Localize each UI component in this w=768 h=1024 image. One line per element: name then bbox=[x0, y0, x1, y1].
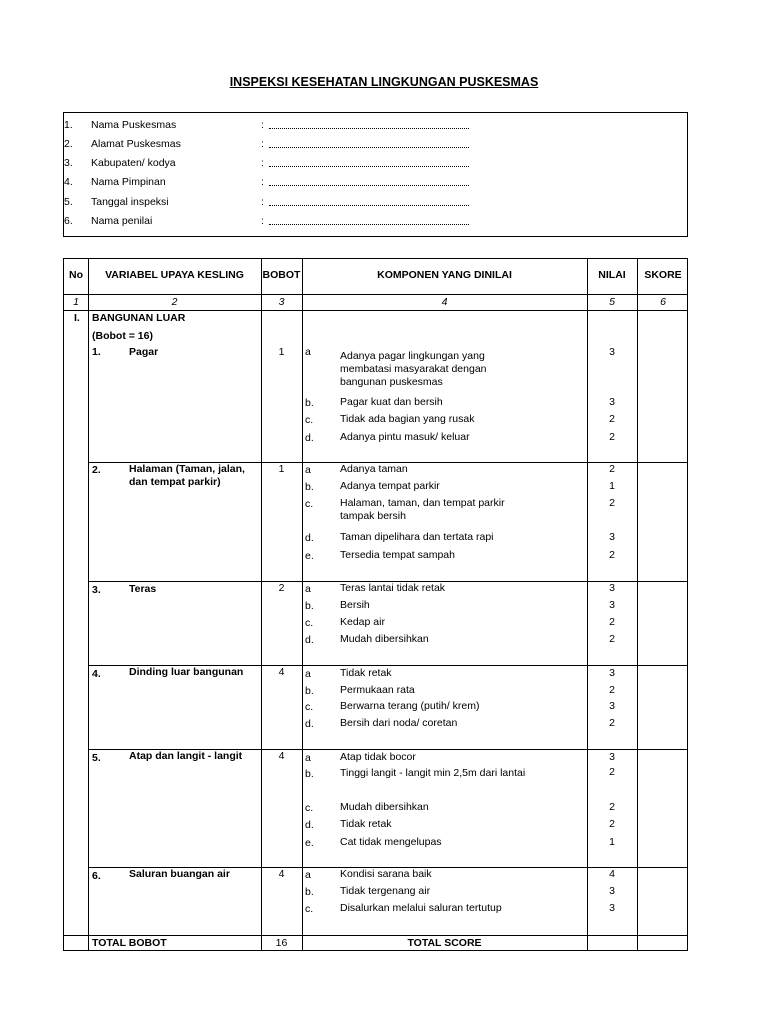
group-name: Halaman (Taman, jalan, dan tempat parkir) bbox=[129, 463, 245, 488]
item-text: Tidak retak bbox=[340, 667, 392, 679]
item-nilai: 1 bbox=[609, 480, 615, 492]
group-number: 1. bbox=[92, 346, 101, 358]
item-letter: d. bbox=[305, 432, 314, 444]
info-label: Alamat Puskesmas bbox=[91, 138, 181, 150]
item-text: Teras lantai tidak retak bbox=[340, 582, 446, 594]
item-letter: d. bbox=[305, 718, 314, 730]
fill-in-line[interactable] bbox=[269, 224, 469, 225]
section-title: BANGUNAN LUAR bbox=[92, 312, 186, 324]
info-row bbox=[64, 117, 689, 133]
identity-box bbox=[63, 112, 688, 237]
item-text: Tidak tergenang air bbox=[340, 885, 431, 897]
row-divider bbox=[64, 935, 687, 936]
info-colon: : bbox=[261, 138, 264, 150]
item-nilai: 2 bbox=[609, 549, 615, 561]
item-nilai: 3 bbox=[609, 599, 615, 611]
item-nilai: 2 bbox=[609, 633, 615, 645]
group-number: 3. bbox=[92, 584, 101, 596]
info-label: Nama Pimpinan bbox=[91, 176, 166, 188]
item-text: Kondisi sarana baik bbox=[340, 868, 432, 880]
group-name: Dinding luar bangunan bbox=[129, 666, 244, 678]
group-number: 6. bbox=[92, 870, 101, 882]
col-number: 5 bbox=[609, 296, 615, 308]
item-nilai: 2 bbox=[609, 717, 615, 729]
item-nilai: 2 bbox=[609, 616, 615, 628]
col-number: 6 bbox=[660, 296, 666, 308]
info-colon: : bbox=[261, 215, 264, 227]
col-number: 1 bbox=[73, 296, 79, 308]
item-letter: c. bbox=[305, 802, 314, 814]
group-number: 2. bbox=[92, 464, 101, 476]
item-text: Tidak retak bbox=[340, 818, 392, 830]
item-letter: c. bbox=[305, 903, 314, 915]
fill-in-line[interactable] bbox=[269, 205, 469, 206]
item-letter: e. bbox=[305, 837, 314, 849]
info-row bbox=[64, 194, 689, 210]
item-text: Pagar kuat dan bersih bbox=[340, 396, 443, 408]
item-nilai: 2 bbox=[609, 801, 615, 813]
item-text: Cat tidak mengelupas bbox=[340, 836, 442, 848]
item-nilai: 3 bbox=[609, 667, 615, 679]
header-variabel: VARIABEL UPAYA KESLING bbox=[105, 269, 244, 281]
item-letter: e. bbox=[305, 550, 314, 562]
item-nilai: 3 bbox=[609, 582, 615, 594]
item-nilai: 2 bbox=[609, 497, 615, 509]
column-divider bbox=[261, 259, 262, 950]
item-text: Adanya pintu masuk/ keluar bbox=[340, 431, 470, 443]
info-label: Kabupaten/ kodya bbox=[91, 157, 176, 169]
info-colon: : bbox=[261, 157, 264, 169]
fill-in-line[interactable] bbox=[269, 128, 469, 129]
item-text: Kedap air bbox=[340, 616, 385, 628]
info-num: 4. bbox=[64, 176, 73, 188]
info-row bbox=[64, 213, 689, 229]
info-num: 3. bbox=[64, 157, 73, 169]
item-letter: a bbox=[305, 464, 311, 476]
column-divider bbox=[88, 259, 89, 950]
item-letter: d. bbox=[305, 634, 314, 646]
group-name: Atap dan langit - langit bbox=[129, 750, 243, 762]
column-divider bbox=[637, 259, 638, 950]
info-row bbox=[64, 136, 689, 152]
item-letter: a bbox=[305, 668, 311, 680]
section-bobot: (Bobot = 16) bbox=[92, 330, 153, 342]
total-bobot-value: 16 bbox=[275, 937, 288, 949]
item-letter: a bbox=[305, 869, 311, 881]
group-bobot: 1 bbox=[278, 463, 285, 475]
item-text: Tidak ada bagian yang rusak bbox=[340, 413, 475, 425]
group-name: Teras bbox=[129, 583, 157, 595]
item-nilai: 2 bbox=[609, 413, 615, 425]
info-num: 5. bbox=[64, 196, 73, 208]
item-nilai: 2 bbox=[609, 766, 615, 778]
header-no: No bbox=[69, 269, 83, 281]
total-score-label: TOTAL SCORE bbox=[407, 937, 482, 949]
item-nilai: 2 bbox=[609, 431, 615, 443]
info-label: Nama penilai bbox=[91, 215, 153, 227]
item-text: Tersedia tempat sampah bbox=[340, 549, 455, 561]
info-row bbox=[64, 174, 689, 190]
item-nilai: 3 bbox=[609, 751, 615, 763]
item-text: Bersih dari noda/ coretan bbox=[340, 717, 458, 729]
col-number: 4 bbox=[441, 296, 448, 308]
item-text: Adanya pagar lingkungan yang membatasi masyarakat dengan bangunan puskesmas bbox=[340, 350, 487, 388]
item-text: Berwarna terang (putih/ krem) bbox=[340, 700, 480, 712]
row-divider bbox=[64, 294, 687, 295]
header-komponen: KOMPONEN YANG DINILAI bbox=[377, 269, 512, 281]
fill-in-line[interactable] bbox=[269, 166, 469, 167]
item-nilai: 2 bbox=[609, 463, 615, 475]
item-letter: a bbox=[305, 346, 311, 358]
item-nilai: 3 bbox=[609, 346, 615, 358]
item-letter: c. bbox=[305, 498, 314, 510]
item-nilai: 3 bbox=[609, 700, 615, 712]
item-text: Taman dipelihara dan tertata rapi bbox=[340, 531, 494, 543]
item-text: Bersih bbox=[340, 599, 370, 611]
item-letter: d. bbox=[305, 819, 314, 831]
group-bobot: 2 bbox=[278, 582, 285, 594]
info-colon: : bbox=[261, 176, 264, 188]
item-letter: b. bbox=[305, 768, 314, 780]
item-letter: d. bbox=[305, 532, 314, 544]
item-text: Atap tidak bocor bbox=[340, 751, 416, 763]
item-nilai: 3 bbox=[609, 531, 615, 543]
item-letter: b. bbox=[305, 886, 314, 898]
fill-in-line[interactable] bbox=[269, 147, 469, 148]
item-letter: b. bbox=[305, 397, 314, 409]
item-letter: c. bbox=[305, 617, 314, 629]
info-colon: : bbox=[261, 119, 264, 131]
group-name: Pagar bbox=[129, 346, 159, 358]
item-nilai: 3 bbox=[609, 885, 615, 897]
fill-in-line[interactable] bbox=[269, 185, 469, 186]
info-colon: : bbox=[261, 196, 264, 208]
header-nilai: NILAI bbox=[598, 269, 626, 281]
item-nilai: 2 bbox=[609, 818, 615, 830]
group-bobot: 4 bbox=[278, 666, 285, 678]
info-num: 2. bbox=[64, 138, 73, 150]
item-text: Halaman, taman, dan tempat parkir tampak bersih bbox=[340, 497, 505, 522]
section-number: I. bbox=[74, 312, 80, 324]
group-bobot: 1 bbox=[278, 346, 285, 358]
item-text: Mudah dibersihkan bbox=[340, 633, 429, 645]
info-label: Tanggal inspeksi bbox=[91, 196, 169, 208]
item-letter: b. bbox=[305, 600, 314, 612]
col-number: 3 bbox=[278, 296, 285, 308]
group-number: 4. bbox=[92, 668, 101, 680]
header-bobot: BOBOT bbox=[262, 269, 301, 281]
item-nilai: 4 bbox=[609, 868, 615, 880]
group-name: Saluran buangan air bbox=[129, 868, 230, 880]
header-skore: SKORE bbox=[644, 269, 682, 281]
item-nilai: 1 bbox=[609, 836, 615, 848]
item-text: Permukaan rata bbox=[340, 684, 415, 696]
item-text: Adanya taman bbox=[340, 463, 408, 475]
item-text: Tinggi langit - langit min 2,5m dari lantai bbox=[340, 767, 526, 779]
form-title: INSPEKSI KESEHATAN LINGKUNGAN PUSKESMAS bbox=[229, 75, 539, 89]
item-letter: b. bbox=[305, 685, 314, 697]
item-text: Mudah dibersihkan bbox=[340, 801, 429, 813]
item-letter: a bbox=[305, 583, 311, 595]
info-num: 6. bbox=[64, 215, 73, 227]
col-number: 2 bbox=[171, 296, 178, 308]
item-nilai: 3 bbox=[609, 902, 615, 914]
assessment-table bbox=[63, 258, 688, 951]
item-nilai: 3 bbox=[609, 396, 615, 408]
item-text: Disalurkan melalui saluran tertutup bbox=[340, 902, 502, 914]
item-letter: b. bbox=[305, 481, 314, 493]
group-bobot: 4 bbox=[278, 750, 285, 762]
info-label: Nama Puskesmas bbox=[91, 119, 177, 131]
info-num: 1. bbox=[64, 119, 73, 131]
item-letter: c. bbox=[305, 414, 314, 426]
row-divider bbox=[64, 310, 687, 311]
item-letter: c. bbox=[305, 701, 314, 713]
item-nilai: 2 bbox=[609, 684, 615, 696]
group-number: 5. bbox=[92, 752, 101, 764]
column-divider bbox=[302, 259, 303, 950]
group-bobot: 4 bbox=[278, 868, 285, 880]
info-row bbox=[64, 155, 689, 171]
item-text: Adanya tempat parkir bbox=[340, 480, 440, 492]
total-bobot-label: TOTAL BOBOT bbox=[92, 937, 167, 949]
item-letter: a bbox=[305, 752, 311, 764]
